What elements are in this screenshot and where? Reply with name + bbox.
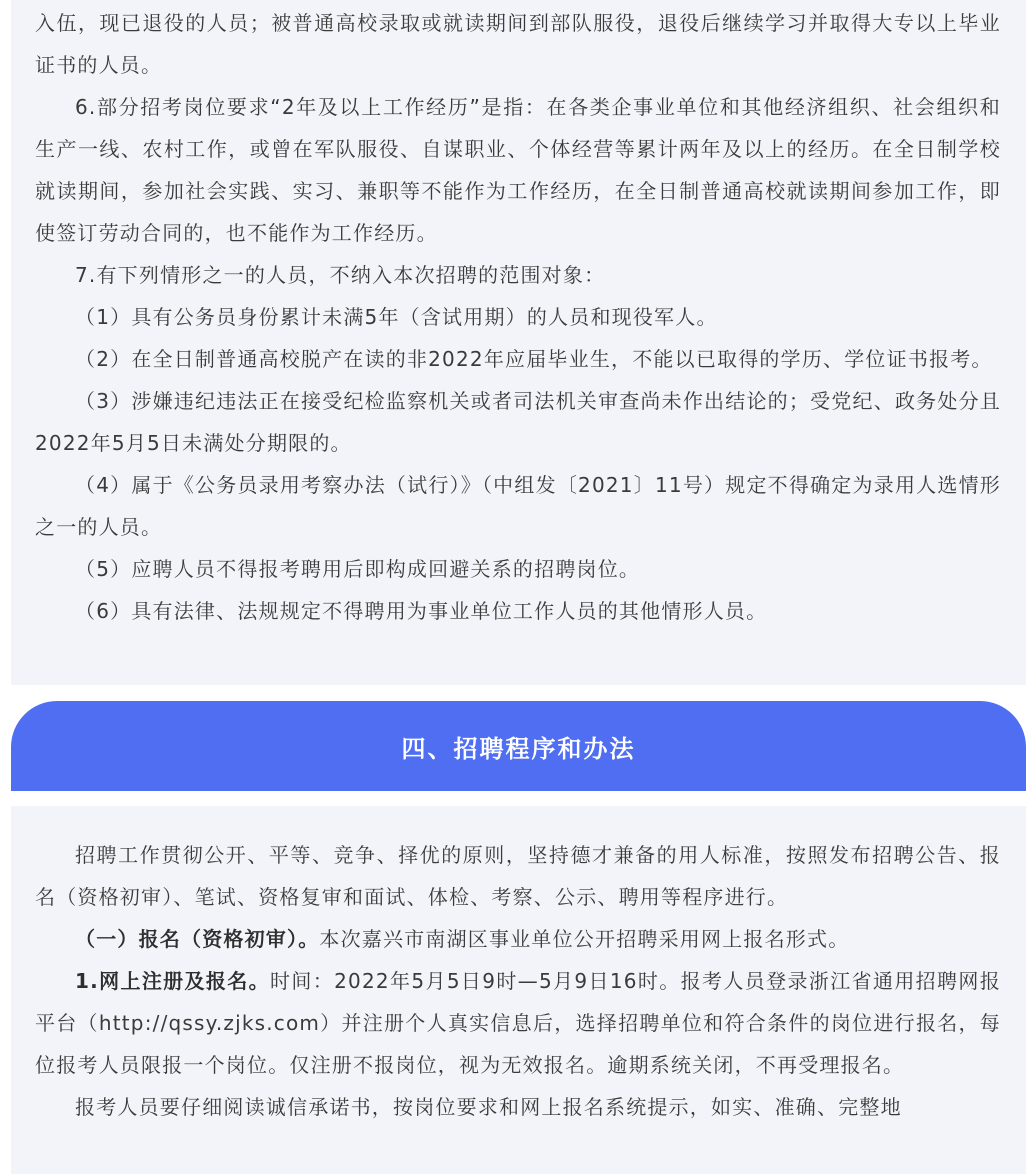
paragraph-work-experience: 6.部分招考岗位要求“2年及以上工作经历”是指：在各类企事业单位和其他经济组织、社会组织和生产一线、农村工作，或曾在军队服役、自谋职业、个体经营等累计两年及以上的经历。在全日制学校就读期间，参加社会实践、实习、兼职等不能作为工作经历，在全日制普通高校就读期间参加工作，即使签订劳动合同的，也不能作为工作经历。 — [35, 95, 1001, 245]
exclusion-item-6: （6）具有法律、法规规定不得聘用为事业单位工作人员的其他情形人员。 — [75, 599, 768, 623]
exclusion-item-3: （3）涉嫌违纪违法正在接受纪检监察机关或者司法机关审查尚未作出结论的；受党纪、政务处分且2022年5月5日未满处分期限的。 — [35, 389, 1001, 455]
paragraph-procedure-intro: 招聘工作贯彻公开、平等、竞争、择优的原则，坚持德才兼备的用人标准，按照发布招聘公告、报名（资格初审）、笔试、资格复审和面试、体检、考察、公示、聘用等程序进行。 — [35, 843, 1001, 909]
paragraph-veterans: 入伍，现已退役的人员；被普通高校录取或就读期间到部队服役，退役后继续学习并取得大专以上毕业证书的人员。 — [35, 11, 1001, 77]
section-header — [11, 701, 1026, 791]
exclusion-item-4: （4）属于《公务员录用考察办法（试行）》（中组发〔2021〕11号）规定不得确定为录用人选情形之一的人员。 — [35, 473, 1001, 539]
paragraph-integrity-pledge: 报考人员要仔细阅读诚信承诺书，按岗位要求和网上报名系统提示，如实、准确、完整地 — [75, 1095, 902, 1119]
online-registration-heading: 1.网上注册及报名。 — [75, 969, 271, 993]
procedure-panel — [11, 806, 1026, 1174]
paragraph-registration — [35, 918, 1001, 960]
registration-heading: （一）报名（资格初审）。 — [75, 927, 320, 951]
exclusion-item-2: （2）在全日制普通高校脱产在读的非2022年应届毕业生，不能以已取得的学历、学位证书报考。 — [75, 347, 993, 371]
exclusion-item-1: （1）具有公务员身份累计未满5年（含试用期）的人员和现役军人。 — [75, 305, 718, 329]
paragraph-exclusions-intro: 7.有下列情形之一的人员，不纳入本次招聘的范围对象： — [75, 263, 606, 287]
exclusion-item-5: （5）应聘人员不得报考聘用后即构成回避关系的招聘岗位。 — [75, 557, 641, 581]
paragraph-online-registration — [35, 960, 1001, 1086]
registration-text: 本次嘉兴市南湖区事业单位公开招聘采用网上报名形式。 — [319, 927, 850, 951]
requirements-panel — [11, 0, 1026, 685]
section-title: 四、招聘程序和办法 — [401, 734, 636, 763]
online-registration-text: 时间：2022年5月5日9时—5月9日16时。报考人员登录浙江省通用招聘网报平台（http://qssy.zjks.com）并注册个人真实信息后，选择招聘单位和符合条件的岗位进行报名，每位报考人员限报一个岗位。仅注册不报岗位，视为无效报名。逾期系统关闭，不再受理报名。 — [35, 969, 1001, 1077]
